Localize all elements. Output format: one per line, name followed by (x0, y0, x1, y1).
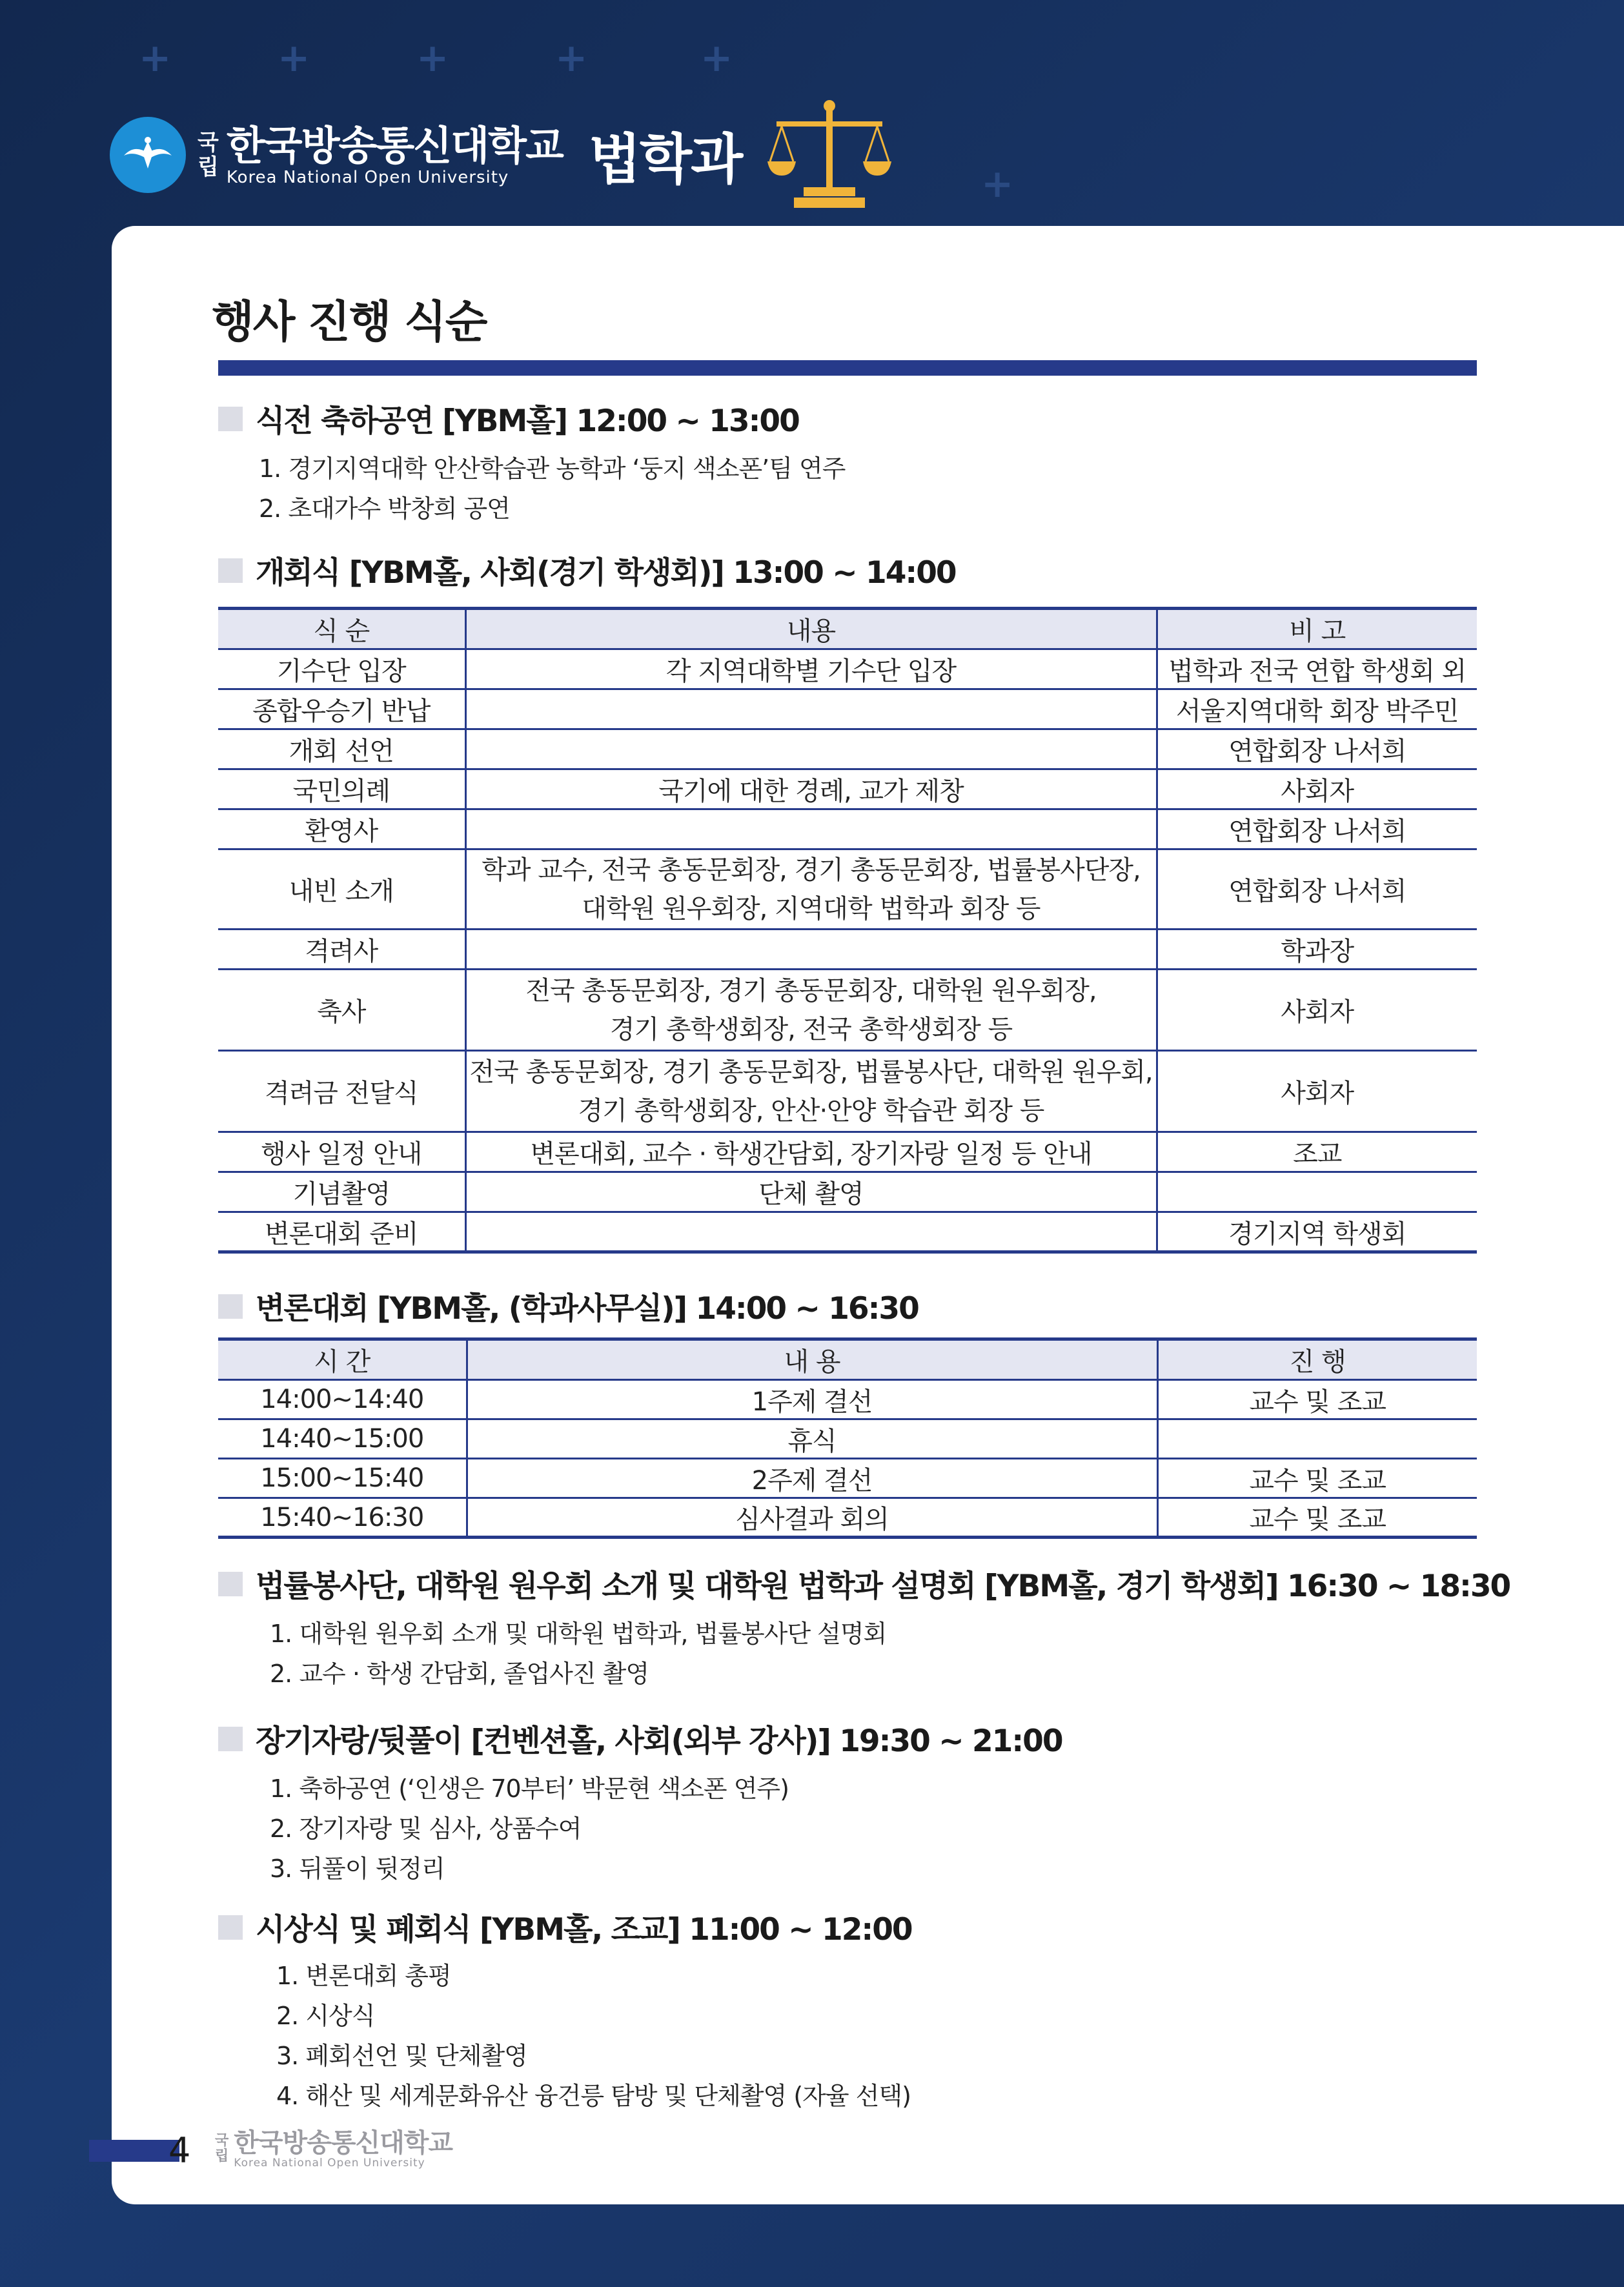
list-item: 3. 뒤풀이 뒷정리 (270, 1855, 445, 1883)
table-row (218, 1380, 1477, 1419)
table-row (218, 1172, 1477, 1212)
header (110, 97, 894, 213)
table-cell: 변론대회, 교수 · 학생간담회, 장기자랑 일정 등 안내 (465, 1132, 1157, 1172)
table-header-cell: 비 고 (1157, 609, 1477, 649)
table-cell: 연합회장 나서희 (1157, 809, 1477, 849)
table-cell: 경기지역 학생회 (1157, 1212, 1477, 1252)
table-cell: 1주제 결선 (467, 1380, 1157, 1419)
table-row (218, 729, 1477, 769)
table-header-row (218, 1339, 1477, 1380)
title-underline-bar (218, 360, 1477, 376)
table-cell: 학과장 (1157, 930, 1477, 970)
table-row (218, 1419, 1477, 1459)
university-name-ko: 한국방송통신대학교 (226, 122, 563, 169)
table-cell: 학과 교수, 전국 총동문회장, 경기 총동문회장, 법률봉사단장, 대학원 원우회장, 지역대학 법학과 회장 등 (465, 849, 1157, 930)
table-cell: 변론대회 준비 (218, 1212, 465, 1252)
bullet-square-icon (218, 558, 243, 583)
table-row (218, 1498, 1477, 1538)
section-heading-opening-ceremony: 개회식 [YBM홀, 사회(경기 학생회)] 13:00 ~ 14:00 (218, 549, 956, 592)
table-cell: 단체 촬영 (465, 1172, 1157, 1212)
section-heading-legal-service-briefing: 법률봉사단, 대학원 원우회 소개 및 대학원 법학과 설명회 [YBM홀, 경기 학생회] 16:30 ~ 18:30 (218, 1562, 1510, 1605)
table-cell: 연합회장 나서희 (1157, 849, 1477, 930)
footer-accent-bar (89, 2140, 179, 2162)
table-cell: 기념촬영 (218, 1172, 465, 1212)
table-cell: 각 지역대학별 기수단 입장 (465, 649, 1157, 689)
table-cell: 행사 일정 안내 (218, 1132, 465, 1172)
table-cell (465, 809, 1157, 849)
table-cell (465, 729, 1157, 769)
table-cell: 기수단 입장 (218, 649, 465, 689)
list-item: 4. 해산 및 세계문화유산 융건릉 탐방 및 단체촬영 (자율 선택) (276, 2082, 911, 2110)
table-cell (465, 1212, 1157, 1252)
table-row (218, 689, 1477, 729)
section-heading-talent-show: 장기자랑/뒷풀이 [컨벤션홀, 사회(외부 강사)] 19:30 ~ 21:00 (218, 1717, 1062, 1760)
table-cell: 사회자 (1157, 970, 1477, 1051)
table-cell: 축사 (218, 970, 465, 1051)
table-cell: 2주제 결선 (467, 1459, 1157, 1498)
table-header-cell: 시 간 (218, 1339, 467, 1380)
opening-ceremony-table (218, 607, 1477, 1254)
scales-of-justice-icon (765, 97, 894, 213)
table-row (218, 809, 1477, 849)
table-cell: 교수 및 조교 (1157, 1459, 1477, 1498)
table-row (218, 769, 1477, 809)
decorative-cross: + (555, 36, 588, 81)
table-cell: 15:00~15:40 (218, 1459, 467, 1498)
table-cell (1157, 1419, 1477, 1459)
table-cell: 격려금 전달식 (218, 1051, 465, 1132)
bullet-square-icon (218, 1727, 243, 1751)
table-cell: 격려사 (218, 930, 465, 970)
list-item: 1. 경기지역대학 안산학습관 농학과 ‘둥지 색소폰’팀 연주 (259, 454, 846, 483)
table-cell: 휴식 (467, 1419, 1157, 1459)
list-item: 2. 장기자랑 및 심사, 상품수여 (270, 1814, 582, 1843)
table-header-cell: 식 순 (218, 609, 465, 649)
table-cell: 내빈 소개 (218, 849, 465, 930)
table-header-cell: 내 용 (467, 1339, 1157, 1380)
section-heading-awards-closing: 시상식 및 폐회식 [YBM홀, 조교] 11:00 ~ 12:00 (218, 1906, 912, 1949)
content-panel (112, 226, 1624, 2204)
table-row (218, 1212, 1477, 1252)
table-header-cell: 진 행 (1157, 1339, 1477, 1380)
table-cell: 조교 (1157, 1132, 1477, 1172)
university-wordmark (198, 123, 563, 187)
decorative-cross: + (278, 36, 310, 81)
table-header-cell: 내용 (465, 609, 1157, 649)
decorative-cross: + (139, 36, 172, 81)
university-logo-icon (110, 117, 186, 193)
table-cell: 사회자 (1157, 1051, 1477, 1132)
page-title: 행사 진행 식순 (212, 297, 487, 348)
table-row (218, 649, 1477, 689)
table-cell: 법학과 전국 연합 학생회 외 (1157, 649, 1477, 689)
decorative-cross: + (700, 36, 733, 81)
list-item: 2. 시상식 (276, 2002, 375, 2030)
bullet-square-icon (218, 1915, 243, 1940)
table-cell: 심사결과 회의 (467, 1498, 1157, 1538)
table-cell: 14:40~15:00 (218, 1419, 467, 1459)
footer-university-wordmark: 국 립 한국방송통신대학교 Korea National Open University (215, 2128, 453, 2170)
bullet-square-icon (218, 1294, 243, 1319)
table-header-row (218, 609, 1477, 649)
university-name-en: Korea National Open University (226, 168, 509, 187)
table-cell: 개회 선언 (218, 729, 465, 769)
table-row (218, 930, 1477, 970)
list-item: 3. 폐회선언 및 단체촬영 (276, 2042, 527, 2070)
bullet-square-icon (218, 1572, 243, 1596)
table-row (218, 970, 1477, 1051)
table-cell: 전국 총동문회장, 경기 총동문회장, 대학원 원우회장, 경기 총학생회장, 전국 총학생회장 등 (465, 970, 1157, 1051)
table-row (218, 1459, 1477, 1498)
table-cell: 사회자 (1157, 769, 1477, 809)
footer-university-name-en: Korea National Open University (234, 2157, 425, 2170)
table-row (218, 1051, 1477, 1132)
bullet-square-icon (218, 407, 243, 431)
national-mark: 국 립 (198, 130, 219, 180)
table-cell (465, 930, 1157, 970)
table-cell: 교수 및 조교 (1157, 1380, 1477, 1419)
table-cell (465, 689, 1157, 729)
table-row (218, 1132, 1477, 1172)
table-cell: 15:40~16:30 (218, 1498, 467, 1538)
list-item: 2. 교수 · 학생 간담회, 졸업사진 촬영 (270, 1660, 649, 1688)
table-cell: 국민의례 (218, 769, 465, 809)
list-item: 1. 변론대회 총평 (276, 1962, 451, 1990)
footer-university-name-ko: 한국방송통신대학교 (234, 2128, 453, 2158)
list-item: 1. 축하공연 (‘인생은 70부터’ 박문현 색소폰 연주) (270, 1774, 789, 1803)
table-cell: 교수 및 조교 (1157, 1498, 1477, 1538)
table-cell: 14:00~14:40 (218, 1380, 467, 1419)
debate-schedule-table (218, 1337, 1477, 1539)
table-cell (1157, 1172, 1477, 1212)
list-item: 2. 초대가수 박창희 공연 (259, 494, 510, 523)
table-cell: 국기에 대한 경례, 교가 제창 (465, 769, 1157, 809)
list-item: 1. 대학원 원우회 소개 및 대학원 법학과, 법률봉사단 설명회 (270, 1620, 887, 1648)
table-cell: 서울지역대학 회장 박주민 (1157, 689, 1477, 729)
section-heading-pre-ceremony: 식전 축하공연 [YBM홀] 12:00 ~ 13:00 (218, 397, 799, 440)
table-cell: 전국 총동문회장, 경기 총동문회장, 법률봉사단, 대학원 원우회, 경기 총학생회장, 안산·안양 학습관 회장 등 (465, 1051, 1157, 1132)
section-heading-debate: 변론대회 [YBM홀, (학과사무실)] 14:00 ~ 16:30 (218, 1285, 919, 1328)
page-number: 4 (168, 2130, 191, 2171)
table-cell: 환영사 (218, 809, 465, 849)
table-row (218, 849, 1477, 930)
department-title: 법학과 (588, 127, 742, 191)
table-cell: 연합회장 나서희 (1157, 729, 1477, 769)
decorative-cross: + (981, 161, 1014, 207)
decorative-cross: + (416, 36, 449, 81)
table-cell: 종합우승기 반납 (218, 689, 465, 729)
